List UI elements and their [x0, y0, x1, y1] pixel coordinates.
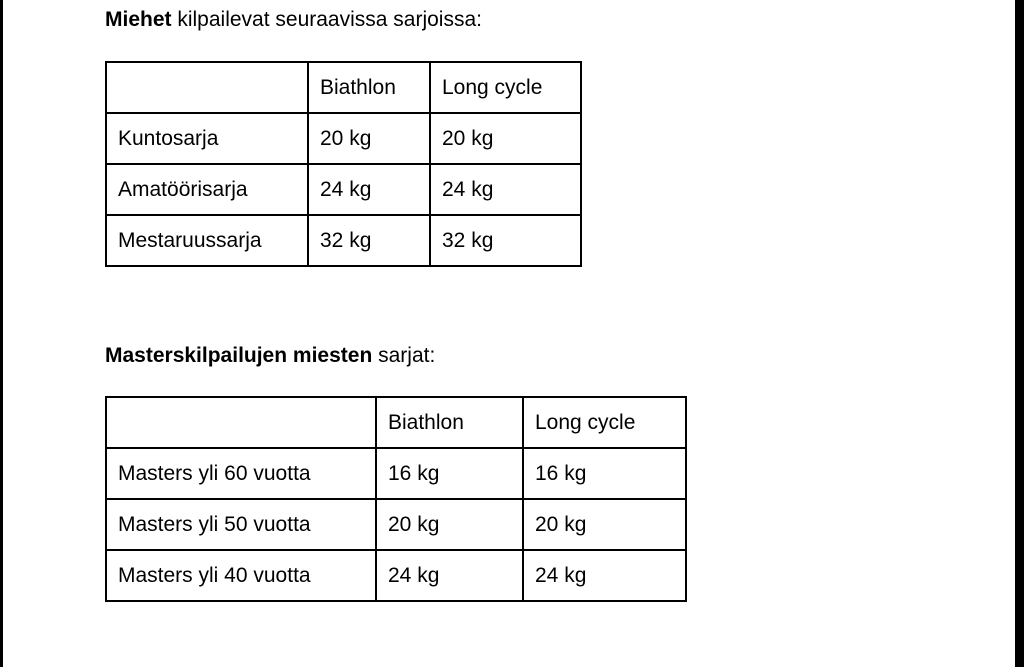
table-header-row [106, 397, 686, 448]
table-header-cell: Long cycle [523, 397, 686, 448]
table-cell: 20 kg [376, 499, 523, 550]
table-cell: 16 kg [523, 448, 686, 499]
table-row [106, 113, 581, 164]
table-cell: 20 kg [430, 113, 581, 164]
table-header-cell [106, 397, 376, 448]
table-cell: Amatöörisarja [106, 164, 308, 215]
heading-bold-text: Masterskilpailujen miesten [105, 344, 373, 367]
table-row [106, 499, 686, 550]
table-row [106, 164, 581, 215]
table-row [106, 550, 686, 601]
table-cell: 32 kg [430, 215, 581, 266]
masters-classes-table [105, 396, 687, 602]
table-cell: 16 kg [376, 448, 523, 499]
heading-bold-text: Miehet [105, 8, 172, 31]
table-cell: Masters yli 60 vuotta [106, 448, 376, 499]
table-cell: 20 kg [523, 499, 686, 550]
heading-text: sarjat: [372, 344, 436, 367]
table-cell: 24 kg [376, 550, 523, 601]
section-heading-masters [105, 343, 435, 369]
table-cell: 32 kg [308, 215, 430, 266]
table-cell: 20 kg [308, 113, 430, 164]
table-header-cell [106, 62, 308, 113]
heading-text: kilpailevat seuraavissa sarjoissa: [171, 8, 482, 31]
table-cell: Masters yli 40 vuotta [106, 550, 376, 601]
table-header-row [106, 62, 581, 113]
section-heading-men [105, 7, 482, 33]
table-cell: 24 kg [430, 164, 581, 215]
table-cell: 24 kg [308, 164, 430, 215]
table-cell: Masters yli 50 vuotta [106, 499, 376, 550]
table-header-cell: Biathlon [376, 397, 523, 448]
table-cell: Mestaruussarja [106, 215, 308, 266]
table-row [106, 215, 581, 266]
document-page [3, 0, 1015, 667]
table-header-cell: Long cycle [430, 62, 581, 113]
men-classes-table [105, 61, 582, 267]
table-cell: 24 kg [523, 550, 686, 601]
table-cell: Kuntosarja [106, 113, 308, 164]
table-row [106, 448, 686, 499]
table-header-cell: Biathlon [308, 62, 430, 113]
